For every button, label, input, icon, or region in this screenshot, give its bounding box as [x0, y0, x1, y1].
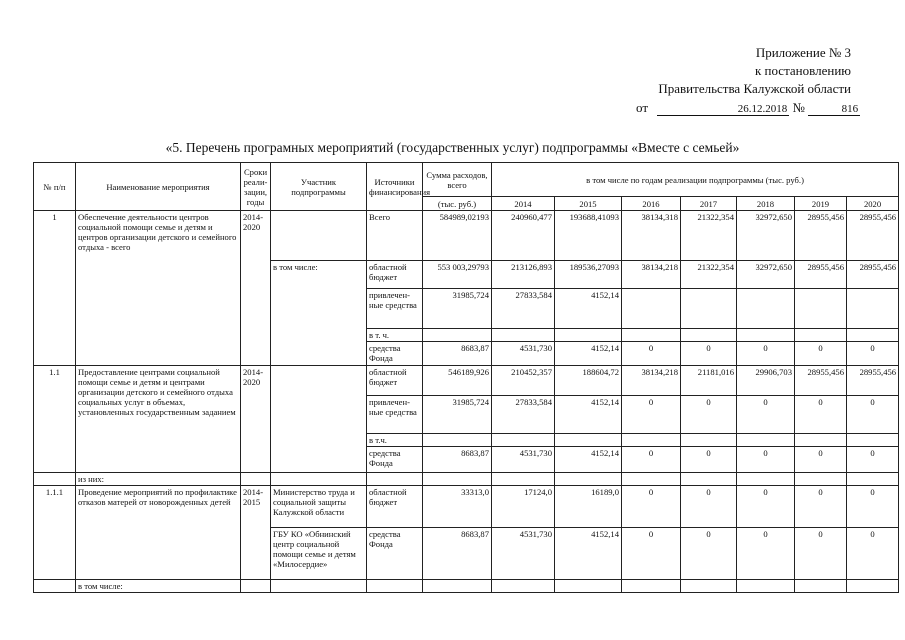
row-value	[555, 434, 622, 447]
document-number: 816	[808, 103, 860, 116]
row-sum: 546189,926	[423, 366, 492, 396]
row-value: 0	[622, 396, 681, 434]
row-value: 4152,14	[555, 528, 622, 580]
header-year: 2014	[492, 197, 555, 211]
row-value	[681, 289, 737, 329]
row-source: областной бюджет	[367, 261, 423, 289]
row-num: 1	[34, 211, 76, 366]
row-value	[622, 580, 681, 593]
date-line	[636, 100, 860, 116]
row-value: 21322,354	[681, 211, 737, 261]
row-terms	[241, 473, 271, 486]
row-value: 28955,456	[847, 366, 899, 396]
row-value: 4152,14	[555, 289, 622, 329]
row-value: 0	[681, 447, 737, 473]
row-value	[681, 580, 737, 593]
row-value: 0	[737, 528, 795, 580]
row-value	[681, 329, 737, 342]
document-date: 26.12.2018	[657, 103, 789, 116]
row-value: 0	[795, 396, 847, 434]
row-value	[847, 580, 899, 593]
row-value: 4531,730	[492, 342, 555, 366]
row-value: 4531,730	[492, 528, 555, 580]
row-value: 32972,650	[737, 211, 795, 261]
header-terms: Сроки реали-зации, годы	[241, 163, 271, 211]
row-value: 0	[681, 342, 737, 366]
row-value: 0	[622, 528, 681, 580]
row-sum: 8683,87	[423, 528, 492, 580]
row-value: 38134,218	[622, 366, 681, 396]
row-value: 0	[681, 528, 737, 580]
row-value: 21181,016	[681, 366, 737, 396]
row-source: привлечен-ные средства	[367, 396, 423, 434]
table-row	[34, 366, 899, 396]
row-value: 0	[847, 447, 899, 473]
header-year: 2017	[681, 197, 737, 211]
row-sum: 31985,724	[423, 396, 492, 434]
row-value	[847, 473, 899, 486]
header-year: 2015	[555, 197, 622, 211]
row-value: 28955,456	[795, 261, 847, 289]
row-value: 32972,650	[737, 261, 795, 289]
row-value: 0	[847, 396, 899, 434]
row-value: 38134,218	[622, 261, 681, 289]
row-sum	[423, 580, 492, 593]
row-source: в т.ч.	[367, 434, 423, 447]
row-value: 4152,14	[555, 342, 622, 366]
document-title: «5. Перечень програмных мероприятий (государственных услуг) подпрограммы «Вместе с семьей»	[165, 140, 740, 155]
row-value: 0	[681, 396, 737, 434]
row-value: 189536,27093	[555, 261, 622, 289]
row-name: в том числе:	[76, 580, 241, 593]
row-value	[737, 434, 795, 447]
row-value: 210452,357	[492, 366, 555, 396]
header-years-group: в том числе по годам реализации подпрограммы (тыс. руб.)	[492, 163, 899, 197]
row-value	[492, 580, 555, 593]
program-table	[33, 162, 899, 593]
row-sum	[423, 473, 492, 486]
row-sum: 553 003,29793	[423, 261, 492, 289]
row-value	[622, 289, 681, 329]
row-value: 0	[737, 342, 795, 366]
row-value: 0	[847, 342, 899, 366]
row-participant	[271, 366, 367, 473]
row-value	[492, 473, 555, 486]
row-name: Проведение мероприятий по профилактике отказов матерей от новорожденных детей	[76, 486, 241, 580]
row-value: 0	[681, 486, 737, 528]
row-participant: ГБУ КО «Обнинский центр социальной помощи семье и детям «Милосердие»	[271, 528, 367, 580]
row-value	[847, 329, 899, 342]
row-value: 0	[737, 486, 795, 528]
row-value: 0	[622, 342, 681, 366]
row-value: 21322,354	[681, 261, 737, 289]
row-value: 4152,14	[555, 396, 622, 434]
row-value	[847, 289, 899, 329]
header-source: Источники финансирования	[367, 163, 423, 211]
number-sign: №	[792, 100, 805, 115]
row-value: 16189,0	[555, 486, 622, 528]
row-terms: 2014-2015	[241, 486, 271, 580]
header-year: 2016	[622, 197, 681, 211]
row-num	[34, 473, 76, 486]
row-value: 4152,14	[555, 447, 622, 473]
row-value: 28955,456	[795, 211, 847, 261]
row-name: из них:	[76, 473, 241, 486]
header-sum-unit: (тыс. руб.)	[423, 197, 492, 211]
row-value: 0	[795, 486, 847, 528]
row-value	[795, 289, 847, 329]
header-sum: Сумма расходов, всего	[423, 163, 492, 197]
row-name: Предоставление центрами социальной помощи семье и детям и центрами организации детского и семейного отдыха социальных услуг в объемах, установленных государственным заданием	[76, 366, 241, 473]
row-value	[737, 580, 795, 593]
row-participant: в том числе:	[271, 261, 367, 366]
row-value: 0	[622, 486, 681, 528]
row-source	[367, 580, 423, 593]
row-num	[34, 580, 76, 593]
row-value: 27833,584	[492, 396, 555, 434]
row-value: 0	[737, 396, 795, 434]
row-value: 28955,456	[847, 211, 899, 261]
table-row	[34, 486, 899, 528]
row-source: средства Фонда	[367, 528, 423, 580]
row-sum: 31985,724	[423, 289, 492, 329]
row-sum	[423, 329, 492, 342]
row-participant	[271, 211, 367, 261]
row-value	[555, 473, 622, 486]
row-value	[795, 580, 847, 593]
row-value: 193688,41093	[555, 211, 622, 261]
row-value: 17124,0	[492, 486, 555, 528]
row-value: 28955,456	[795, 366, 847, 396]
header-year: 2018	[737, 197, 795, 211]
header-num: № п/п	[34, 163, 76, 211]
row-participant: Министерство труда и социальной защиты Калужской области	[271, 486, 367, 528]
row-terms: 2014-2020	[241, 211, 271, 366]
government-label: Правительства Калужской области	[658, 81, 851, 96]
row-source: средства Фонда	[367, 447, 423, 473]
row-value: 213126,893	[492, 261, 555, 289]
row-value	[622, 329, 681, 342]
row-num: 1.1.1	[34, 486, 76, 580]
row-participant	[271, 580, 367, 593]
row-source	[367, 473, 423, 486]
row-source: в т. ч.	[367, 329, 423, 342]
table-row	[34, 473, 899, 486]
row-terms	[241, 580, 271, 593]
row-value: 0	[622, 447, 681, 473]
resolution-label: к постановлению	[754, 63, 851, 78]
table-header-row	[34, 163, 899, 197]
row-value: 0	[737, 447, 795, 473]
row-participant	[271, 473, 367, 486]
row-value: 29906,703	[737, 366, 795, 396]
row-value	[795, 434, 847, 447]
row-source: средства Фонда	[367, 342, 423, 366]
row-value	[555, 329, 622, 342]
row-value: 38134,318	[622, 211, 681, 261]
row-sum: 8683,87	[423, 342, 492, 366]
header-year: 2019	[795, 197, 847, 211]
row-source: Всего	[367, 211, 423, 261]
row-value: 0	[847, 528, 899, 580]
row-value	[795, 473, 847, 486]
row-value	[737, 329, 795, 342]
header-year: 2020	[847, 197, 899, 211]
row-value	[492, 329, 555, 342]
row-sum	[423, 434, 492, 447]
row-value	[622, 473, 681, 486]
row-source: областной бюджет	[367, 486, 423, 528]
row-value: 0	[795, 342, 847, 366]
header-name: Наименование мероприятия	[76, 163, 241, 211]
row-value: 0	[795, 528, 847, 580]
header-participant: Участник подпрограммы	[271, 163, 367, 211]
row-value: 0	[795, 447, 847, 473]
row-value: 27833,584	[492, 289, 555, 329]
row-num: 1.1	[34, 366, 76, 473]
row-name: Обеспечение деятельности центров социальной помощи семье и детям и центров организации детского и семейного отдыха - всего	[76, 211, 241, 366]
appendix-label: Приложение № 3	[755, 45, 851, 60]
row-value	[737, 289, 795, 329]
row-value: 240960,477	[492, 211, 555, 261]
row-sum: 33313,0	[423, 486, 492, 528]
row-value	[737, 473, 795, 486]
row-value	[555, 580, 622, 593]
row-value	[795, 329, 847, 342]
row-value	[681, 434, 737, 447]
row-value: 28955,456	[847, 261, 899, 289]
row-value: 0	[847, 486, 899, 528]
from-label: от	[636, 100, 649, 115]
table-row	[34, 580, 899, 593]
row-value: 4531,730	[492, 447, 555, 473]
row-value	[492, 434, 555, 447]
row-value	[622, 434, 681, 447]
row-sum: 8683,87	[423, 447, 492, 473]
table-row	[34, 211, 899, 261]
row-source: привлечен-ные средства	[367, 289, 423, 329]
row-terms: 2014-2020	[241, 366, 271, 473]
row-sum: 584989,02193	[423, 211, 492, 261]
row-source: областной бюджет	[367, 366, 423, 396]
row-value	[847, 434, 899, 447]
row-value	[681, 473, 737, 486]
row-value: 188604,72	[555, 366, 622, 396]
